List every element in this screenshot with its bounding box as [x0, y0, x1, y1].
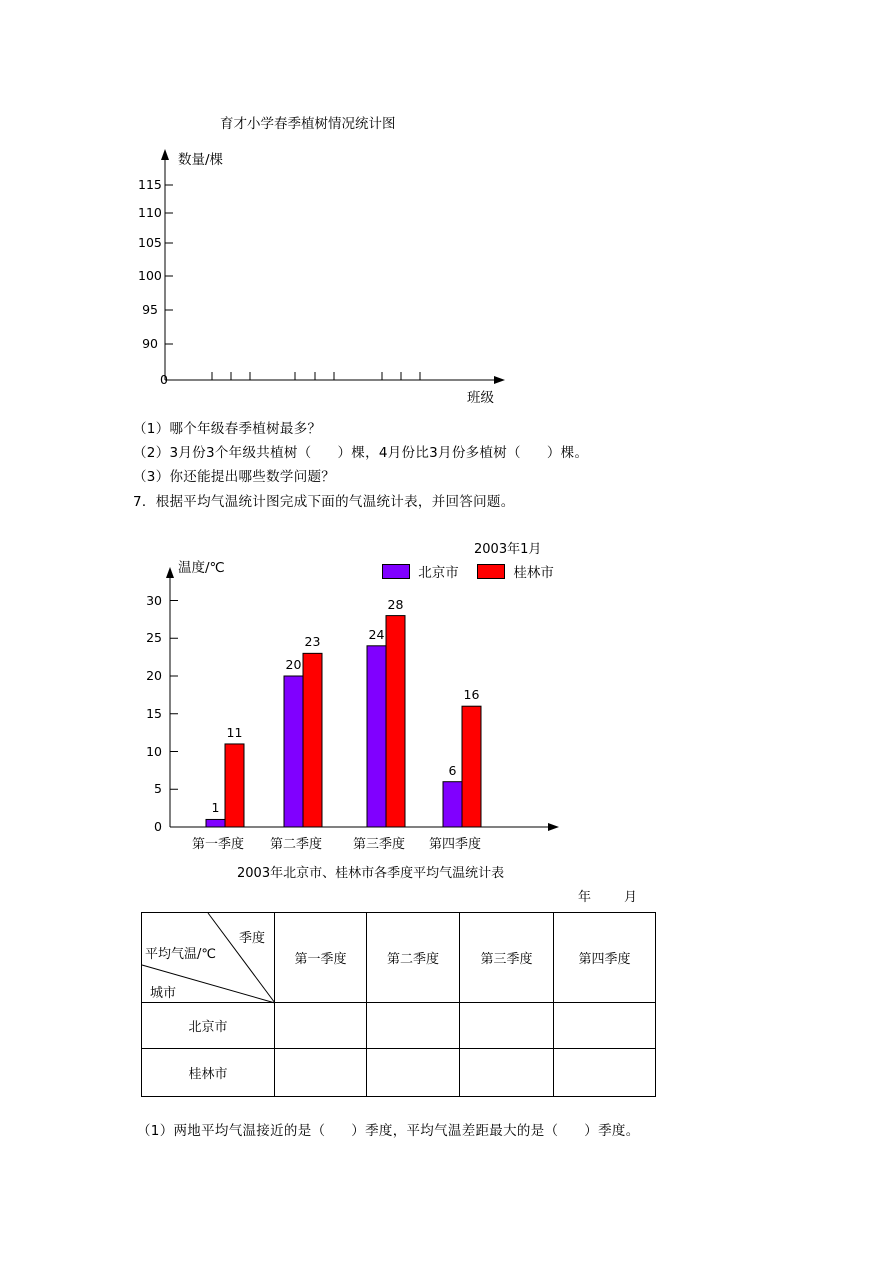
question-temp-part-b: ）季度，平均气温差距最大的是（: [351, 1123, 559, 1139]
y-tick-label: 5: [154, 781, 162, 797]
bar-value-label: 16: [463, 687, 480, 703]
chart1-y-axis-label: 数量/棵: [178, 152, 224, 168]
table-title: 2003年北京市、桂林市各季度平均气温统计表: [237, 866, 505, 881]
table-cell[interactable]: [554, 1049, 656, 1097]
y-tick-label: 0: [160, 372, 168, 387]
table-corner-header: [142, 913, 275, 1003]
y-tick-label: 90: [142, 336, 158, 351]
chart2-y-axis-label: 温度/℃: [178, 560, 225, 576]
table-row-header: 桂林市: [142, 1049, 275, 1097]
x-category-label: 第一季度: [192, 837, 245, 852]
table-row-header: 北京市: [142, 1003, 275, 1049]
bar-beijing: [443, 782, 462, 827]
legend-label-guilin: 桂林市: [513, 565, 554, 581]
table-col-header: 第三季度: [460, 913, 554, 1003]
y-tick-label: 100: [138, 268, 162, 283]
question-2-part-a: （2）3月份3个年级共植树（: [133, 445, 312, 461]
table-cell[interactable]: [275, 1049, 367, 1097]
x-axis-arrow: [548, 823, 559, 831]
y-tick-label: 110: [138, 205, 162, 220]
table-cell[interactable]: [460, 1049, 554, 1097]
chart1-title: 育才小学春季植树情况统计图: [220, 116, 396, 132]
y-tick-label: 30: [146, 592, 162, 608]
y-tick-label: 0: [154, 819, 162, 834]
table-cell[interactable]: [367, 1003, 460, 1049]
table-col-header: 第一季度: [275, 913, 367, 1003]
bar-value-label: 23: [304, 634, 321, 650]
table-cell[interactable]: [275, 1003, 367, 1049]
temperature-table: [141, 912, 656, 1097]
y-tick-label: 20: [146, 668, 162, 683]
corner-label-quarter: 季度: [239, 931, 266, 946]
y-tick-label: 10: [146, 743, 162, 759]
y-tick-label: 115: [138, 177, 162, 192]
bar-guilin: [225, 744, 244, 827]
bar-guilin: [462, 706, 481, 827]
bar-value-label: 24: [368, 626, 385, 642]
x-category-label: 第三季度: [353, 837, 406, 852]
question-2-part-b: ）棵，4月份比3月份多植树（: [337, 445, 521, 461]
problem-7-instruction: 7．根据平均气温统计图完成下面的气温统计表，并回答问题。: [133, 494, 515, 510]
table-col-header: 第二季度: [367, 913, 460, 1003]
bar-beijing: [284, 676, 303, 827]
bar-value-label: 1: [211, 800, 220, 816]
y-tick-label: 95: [142, 302, 158, 317]
bar-beijing: [206, 819, 225, 827]
y-tick-label: 105: [138, 235, 162, 250]
table-date-month: 月: [624, 890, 638, 905]
legend-label-beijing: 北京市: [418, 565, 459, 581]
x-category-label: 第二季度: [270, 837, 323, 852]
bar-beijing: [367, 646, 386, 827]
bar-value-label: 6: [448, 762, 457, 778]
y-tick-label: 25: [146, 630, 162, 646]
y-tick-label: 15: [146, 705, 162, 721]
corner-label-temp: 平均气温/℃: [145, 947, 216, 962]
question-3-more-problems: （3）你还能提出哪些数学问题？: [133, 469, 336, 485]
bar-value-label: 20: [285, 657, 302, 672]
question-1-most-trees: （1）哪个年级春季植树最多？: [133, 421, 322, 437]
table-date-year: 年: [578, 890, 592, 905]
question-temp-compare: [137, 1119, 640, 1139]
question-temp-part-a: （1）两地平均气温接近的是（: [137, 1123, 326, 1139]
chart1-x-axis-label: 班级: [467, 390, 494, 406]
question-temp-part-c: ）季度。: [584, 1123, 640, 1139]
table-cell[interactable]: [367, 1049, 460, 1097]
question-2-part-c: ）棵。: [546, 445, 589, 461]
chart2-date-label: 2003年1月: [474, 542, 542, 557]
corner-label-city: 城市: [150, 986, 177, 1001]
table-cell[interactable]: [554, 1003, 656, 1049]
table-cell[interactable]: [460, 1003, 554, 1049]
table-col-header: 第四季度: [554, 913, 656, 1003]
x-category-label: 第四季度: [429, 837, 482, 852]
bar-guilin: [303, 653, 322, 827]
y-axis-arrow: [166, 567, 174, 578]
bar-guilin: [386, 616, 405, 827]
bar-value-label: 11: [226, 724, 243, 740]
bar-value-label: 28: [387, 596, 404, 612]
